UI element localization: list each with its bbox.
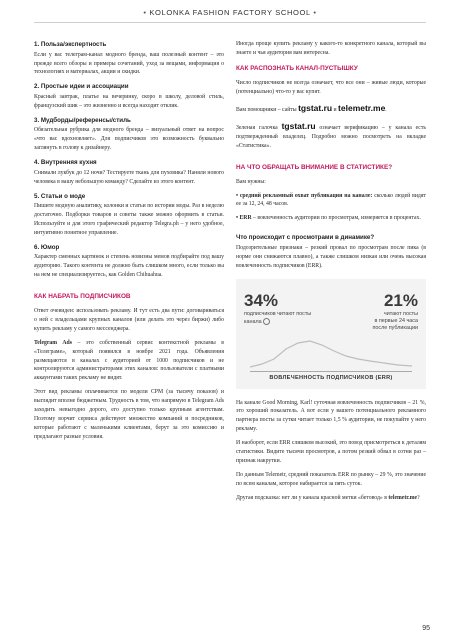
- left-stat-caption: [244, 311, 311, 327]
- dynamics-heading: Что происходит с просмотрами в динамике?: [236, 234, 375, 242]
- header-title: KOLONKA FASHION FACTORY SCHOOL: [149, 8, 311, 17]
- err-line: [250, 341, 412, 367]
- section-text: Снимали лукбук до 12 ночи? Тестируете ткань для пуховика? Наняли нового человека в вашу небольшую команду? Сделайте из этого контент.: [34, 169, 224, 185]
- fake-channel-heading: КАК РАСПОЗНАТЬ КАНАЛ-ПУСТЫШКУ: [236, 64, 358, 72]
- verification-pre: Зеленая галочка: [236, 124, 282, 131]
- fake-channel-text: Число подписчиков не всегда означает, что все они – живые люди, которые (потенциально) что-то у вас купят.: [236, 79, 426, 95]
- right-stat-caption: [372, 311, 418, 333]
- needed-label: Вам нужны:: [236, 178, 266, 185]
- err-stats-card: [236, 279, 426, 389]
- tip-pre: Другая подсказка: нет ли у канала красной метки «бетовод» в: [236, 494, 389, 501]
- bullet-err-text: – вовлеченность аудитории по просмотрам, измеряется в процентах.: [251, 215, 421, 222]
- tip-paragraph: [236, 494, 426, 503]
- section-text: Если у вас телеграм-канал модного бренда, ваш полезный контент – это прежде всего обзоры и примеры сочетаний, уход за вещами, информация о технологиях и материалах, акции и скидки.: [34, 51, 224, 76]
- right-caption-line: в первые 24 часа: [374, 317, 418, 324]
- section-heading: 3. Мудборды/референсы/стиль: [34, 116, 131, 124]
- header-bullet: •: [143, 8, 147, 17]
- header-rule: [34, 22, 426, 23]
- telegram-ads-term: Telegram Ads: [34, 339, 72, 346]
- telemetr-data-text: По данным Telemetr, средний показатель ERR по рынку – 29 %, это значение по всем каналам, которое набирается за пять суток.: [236, 471, 426, 487]
- left-column: [34, 40, 224, 447]
- stats-heading: НА ЧТО ОБРАЩАТЬ ВНИМАНИЕ В СТАТИСТИКЕ?: [236, 163, 393, 171]
- left-stat-value: 34%: [244, 290, 279, 310]
- page-number: 95: [422, 625, 430, 632]
- helpers-paragraph: [236, 102, 426, 115]
- bullet-err-bold: • ERR: [236, 215, 252, 222]
- verification-paragraph: [236, 120, 426, 151]
- tip-end: ?: [417, 494, 420, 501]
- info-icon: [263, 318, 270, 325]
- section-text: Характер сменных картинок и степень новизны мемов подбирайте под вашу аудиторию. Такого контента не должно быть слишком много, если только вы на нем не специализируетесь, как Golden Chihuahua.: [34, 254, 224, 279]
- cpm-text: Этот вид рекламы оплачивается по модели CPM (за тысячу показов) и выглядит вполне бюджетным. Трудность в том, что напрямую в Telegram Ads заходить невыгодно дорого, его доступно только крупным агентствам. Поэтому ворчит сервиса действуют множество компаний и посредников, которые работают с маленькими клиентами, берут за это комиссию и предлагают разные условия.: [34, 389, 224, 440]
- good-morning-text: На канале Good Morning, Karl! суточная вовлеченность подписчиков – 21 %, это хороший показатель. А вот если у вашего потенциального рекламного партнера посты за сутки читает только 1,5 % аудитории, не покупайте у него рекламу.: [236, 399, 426, 433]
- telegram-ads-text: – это собственный сервис контекстной рекламы в «Телеграме», который появился в ноябре 2021 года. Объявления размещаются в каналах с аудиторией от 1000 подписчиков и не контролируются администраторами этих каналов: пользователи с платными аккаунтами таких рекламу не видят.: [34, 339, 225, 382]
- site-telemetr: telemetr.me: [338, 102, 386, 113]
- intro-text: Иногда проще купить рекламу у какого-то конкретного канала, который вы знаете и чья аудитория вам интересна.: [236, 41, 426, 56]
- site-tgstat-inline: tgstat.ru: [281, 120, 316, 131]
- bullet-err: [236, 214, 426, 223]
- and-word: и: [332, 106, 339, 113]
- section-heading: 5. Статьи о моде: [34, 192, 86, 200]
- section-heading: 2. Простые идеи и ассоциации: [34, 83, 129, 91]
- section-text: Обязательная рубрика для модного бренда – визуальный ответ на вопрос «что вас вдохновляет». Для подписчиков это возможность буквально заглянуть в голову к дизайнеру.: [34, 127, 224, 152]
- subscribers-text: Ответ очевиден: использовать рекламу. И тут есть два пути: договариваться о ней с владельцами крупных каналов (или делать это через биржи) либо купить рекламу у самого мессенджера.: [34, 307, 224, 332]
- section-heading: 4. Внутренняя кухня: [34, 159, 97, 167]
- section-heading: 1. Польза/экспертность: [34, 41, 107, 48]
- right-caption-line: читают посты: [383, 310, 418, 317]
- section-heading: 6. Юмор: [34, 243, 60, 251]
- left-caption-line-2: [244, 318, 311, 326]
- right-column: [236, 40, 426, 508]
- err-card-footer: ВОВЛЕЧЕННОСТЬ ПОДПИСЧИКОВ (ERR): [269, 374, 393, 381]
- verification-post: означает верификацию – у канала есть подтвержденный владелец. Подробно можно посмотреть на вкладке «Статистика».: [236, 124, 426, 149]
- period: .: [385, 106, 387, 113]
- telegram-ads-paragraph: [34, 339, 224, 384]
- left-caption-line: подписчиков читают посты: [244, 310, 312, 317]
- reverse-text: И наоборот, если ERR слишком высокий, это повод присмотреться к деталям статистики. Видите тысячи просмотров, а потом резкий обвал в сотни раз – признак накрутки.: [236, 440, 426, 465]
- dynamics-text: Подозрительные признаки – резкий провал по просмотрам после пика (в норме они снижаются плавно), а также слишком низкая или очень высокая вовлеченность подписчиков (ERR).: [236, 244, 426, 269]
- running-header: [0, 8, 460, 17]
- bullet-reach: [236, 192, 426, 210]
- header-bullet: •: [313, 8, 317, 17]
- section-text: Пишите модную аналитику, колонки и статьи по истории моды. Раз в неделю достаточно. Подборки товаров и советы также можно оформить в статьи. Используйте и для этого графический редактор Telegra.ph – у него удобное, интуитивно понятное управление.: [34, 203, 224, 236]
- site-tgstat: tgstat.ru: [298, 102, 333, 113]
- right-caption-line: после публикации: [372, 325, 418, 332]
- left-caption-word: канала: [244, 318, 262, 325]
- err-mini-chart: [250, 337, 412, 372]
- section-text: Красный завтрак, платье на вечеринку, скоро в школу, деловой стиль, французский шик – это жизненно и всегда находит отклик.: [34, 93, 224, 109]
- right-stat-value: 21%: [383, 290, 418, 310]
- tip-site: telemetr.me: [388, 494, 418, 501]
- bullet-reach-bold: • средний рекламный охват публикации на канале:: [236, 192, 373, 199]
- subscribers-heading: КАК НАБРАТЬ ПОДПИСЧИКОВ: [34, 293, 131, 301]
- bullet-reach-text: сколько людей видят ее за 12, 24, 48 часов.: [236, 192, 426, 208]
- helpers-text: Вам помощники – сайты: [236, 106, 299, 113]
